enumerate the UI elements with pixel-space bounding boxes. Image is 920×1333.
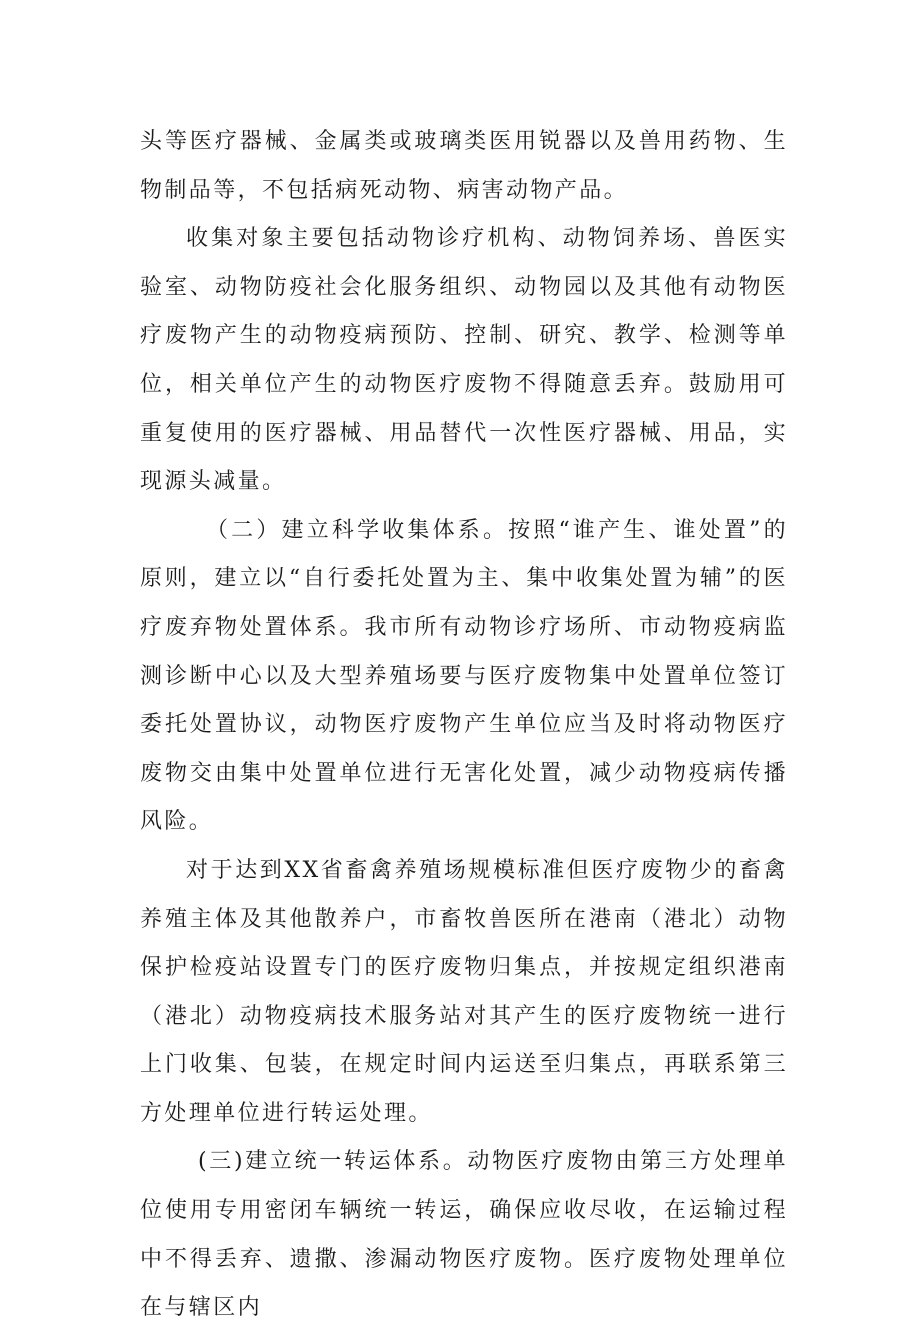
paragraph-collection-targets: 收集对象主要包括动物诊疗机构、动物饲养场、兽医实验室、动物防疫社会化服务组织、动物园以及其他有动物医疗废物产生的动物疫病预防、控制、研究、教学、检测等单位，相关单位产生的动物医疗废物不得随意丢弃。鼓励用可重复使用的医疗器械、用品替代一次性医疗器械、用品，实现源头减量。 xyxy=(140,226,788,495)
paragraph-section-3: (三)建立统一转运体系。动物医疗废物由第三方处理单位使用专用密闭车辆统一转运，确保应收尽收，在运输过程中不得丢弃、遗撒、渗漏动物医疗废物。医疗废物处理单位在与辖区内 xyxy=(140,1149,788,1321)
paragraph-continuation: 头等医疗器械、金属类或玻璃类医用锐器以及兽用药物、生物制品等，不包括病死动物、病害动物产品。 xyxy=(140,129,788,203)
paragraph-section-2: （二）建立科学收集体系。按照“谁产生、谁处置”的原则，建立以“自行委托处置为主、集中收集处置为辅”的医疗废弃物处置体系。我市所有动物诊疗场所、市动物疫病监测诊断中心以及大型养殖场要与医疗废物集中处置单位签订委托处置协议，动物医疗废物产生单位应当及时将动物医疗废物交由集中处置单位进行无害化处置，减少动物疫病传播风险。 xyxy=(140,517,788,835)
document-body xyxy=(140,118,788,1333)
paragraph-small-farms: 对于达到XX省畜禽养殖场规模标准但医疗废物少的畜禽养殖主体及其他散养户，市畜牧兽医所在港南（港北）动物保护检疫站设置专门的医疗废物归集点，并按规定组织港南（港北）动物疫病技术服务站对其产生的医疗废物统一进行上门收集、包装，在规定时间内运送至归集点，再联系第三方处理单位进行转运处理。 xyxy=(140,857,788,1126)
